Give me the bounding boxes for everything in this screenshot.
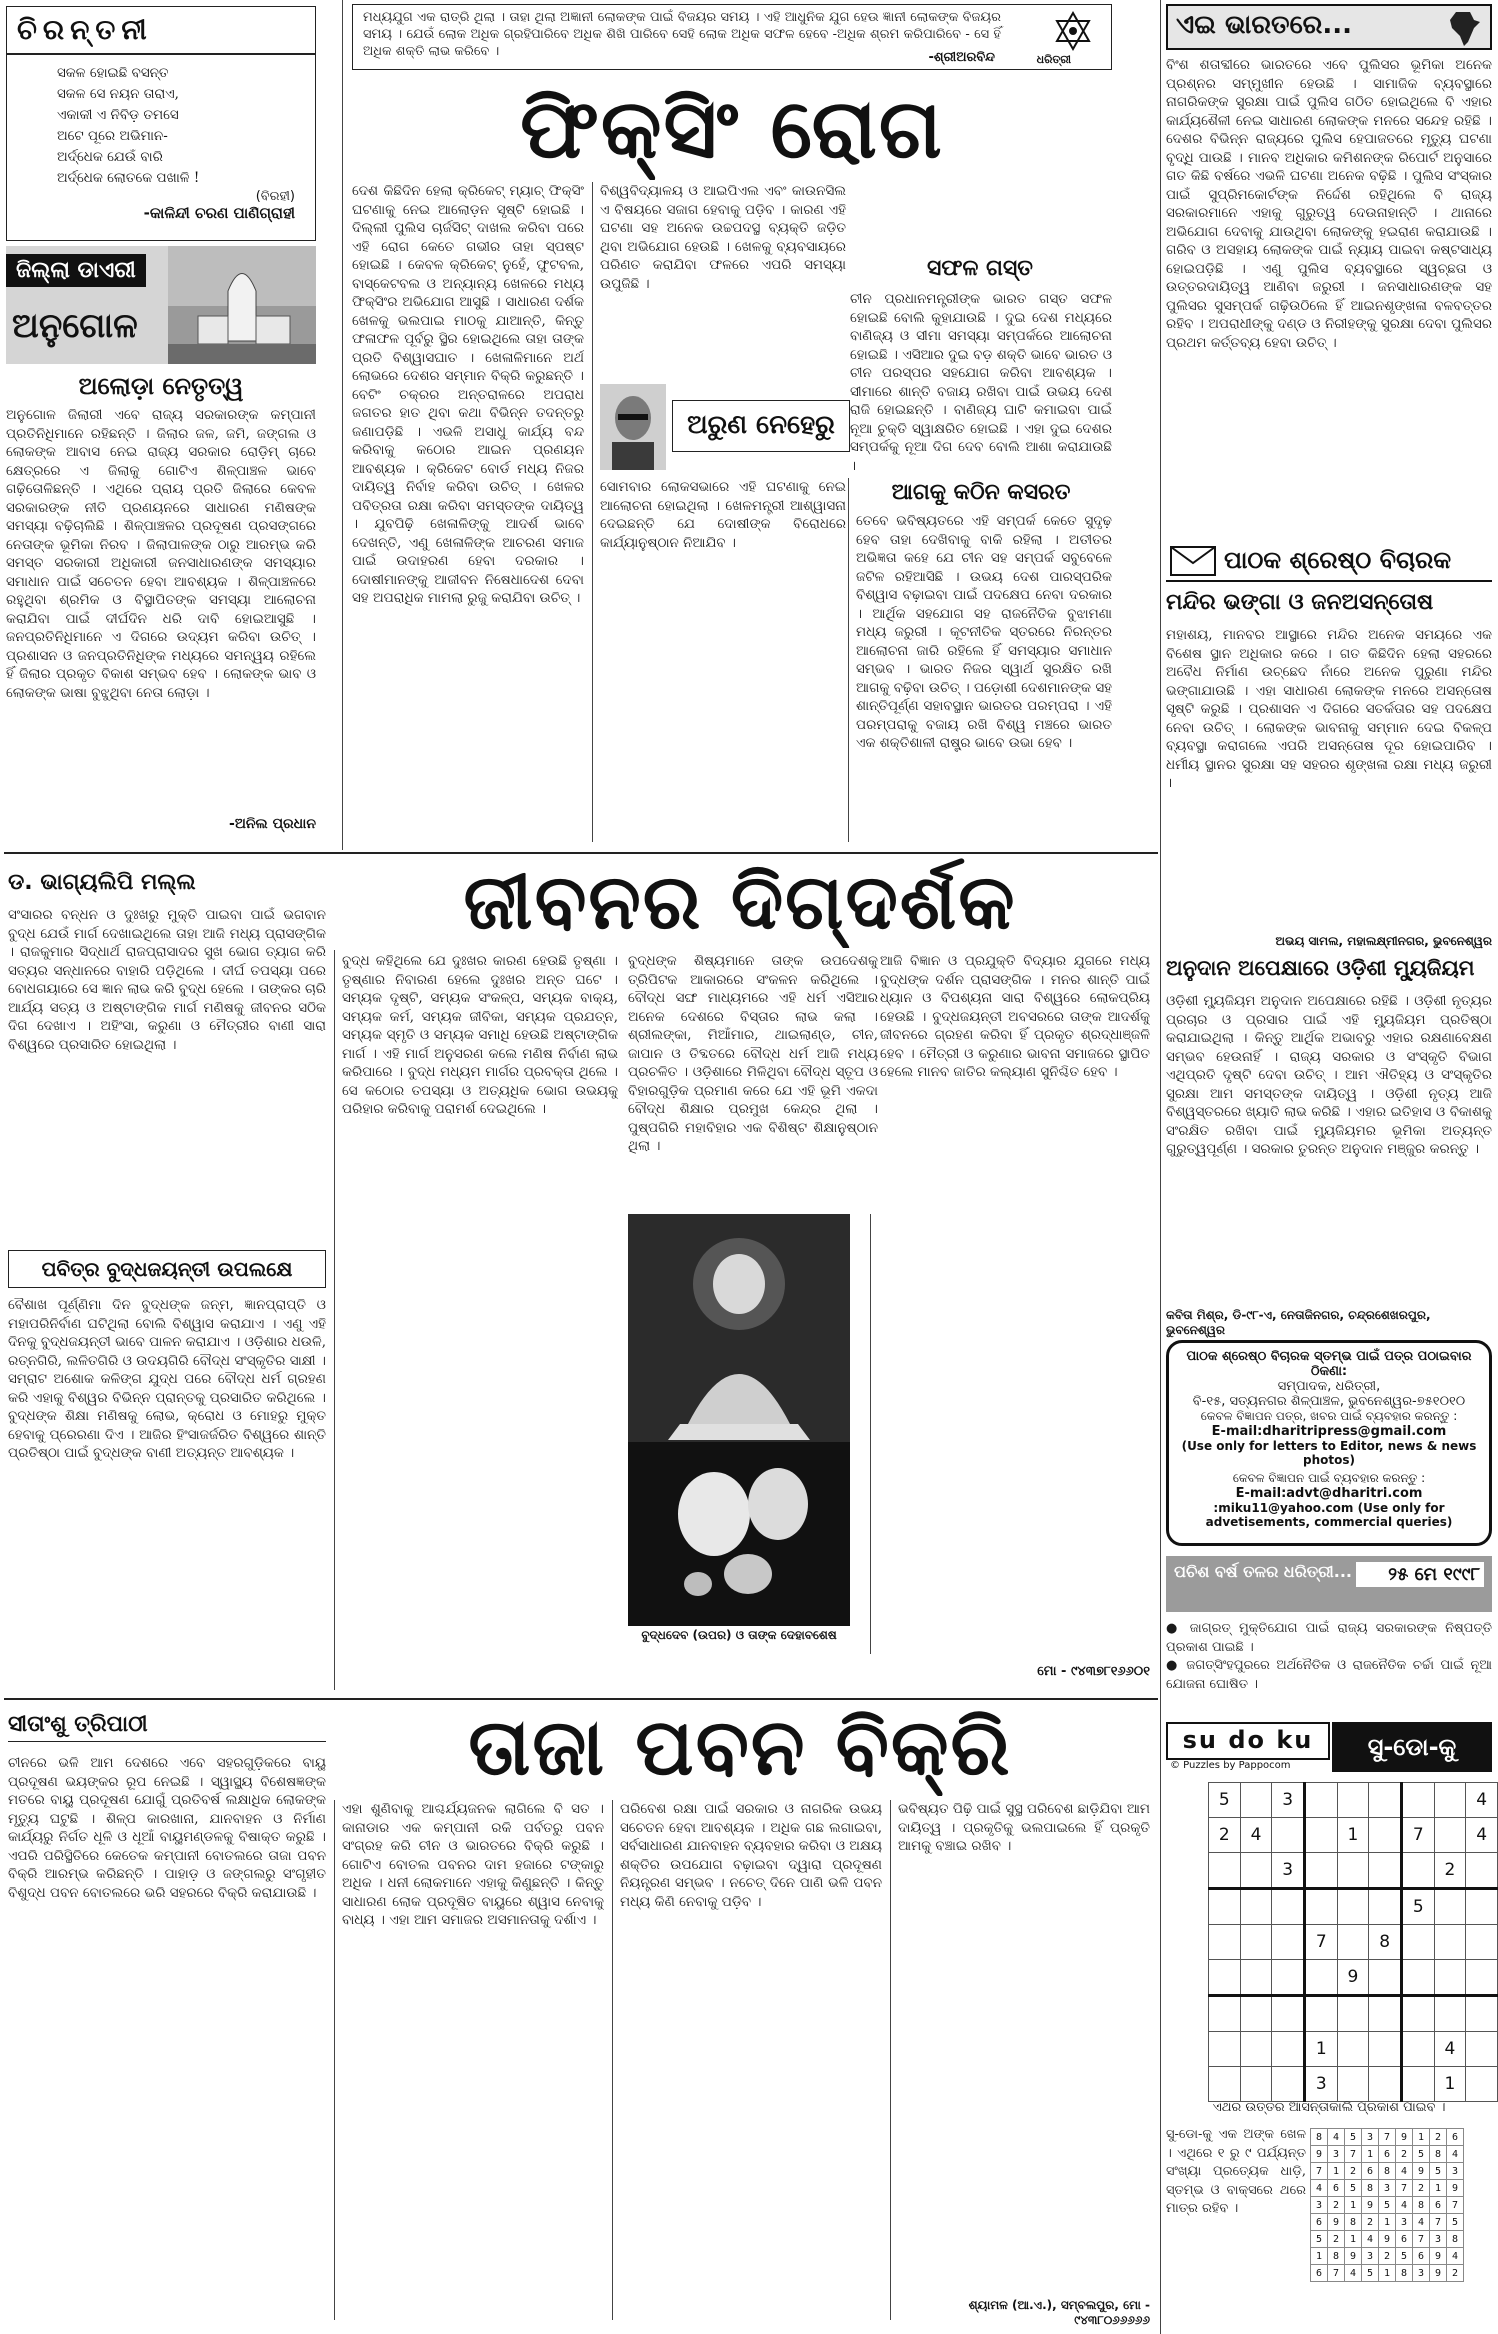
top-quote-box [352, 4, 1112, 70]
solution-cell: 3 [1362, 2129, 1379, 2146]
solution-cell: 7 [1413, 2231, 1430, 2248]
contact-email1[interactable]: E-mail:dharitripress@gmail.com [1211, 1424, 1447, 1439]
ei-bharatare-title: ଏଇ ଭାରତରେ... [1176, 10, 1352, 40]
solution-cell: 1 [1362, 2146, 1379, 2163]
arun-nehru-photo [600, 384, 666, 470]
sudoku-cell[interactable] [1209, 2032, 1241, 2067]
sudoku-cell[interactable]: 3 [1272, 1853, 1305, 1889]
sudoku-cell[interactable] [1209, 1960, 1241, 1996]
solution-cell: 1 [1430, 2180, 1447, 2197]
pachisha-items [1166, 1620, 1492, 1716]
sudoku-cell[interactable] [1240, 1960, 1272, 1996]
sudoku-cell[interactable]: 3 [1304, 2067, 1337, 2102]
sudoku-cell[interactable] [1272, 1996, 1305, 2032]
ei-bharatare-body: ବିଂଶ ଶତାବ୍ଦୀରେ ଭାରତରେ ଏବେ ପୁଲିସର ଭୂମିକା ଅନେକ ପ୍ରଶ୍ନର ସମ୍ମୁଖୀନ ହେଉଛି । ସାମାଜିକ ବ୍ୟବସ୍ଥାରେ ନାଗରିକଙ୍କ ସୁରକ୍ଷା ପାଇଁ ପୁଲିସ ଗଠିତ ହୋଇଥିଲେ ବି ଏହାର କାର୍ଯ୍ୟଶୈଳୀ ନେଇ ସାଧାରଣ ଲୋକଙ୍କ ମନରେ ସନ୍ଦେହ ରହିଛି । ଦେଶର ବିଭିନ୍ନ ରାଜ୍ୟରେ ପୁଲିସ ହେପାଜତରେ ମୃତ୍ୟୁ ଘଟଣା ବୃଦ୍ଧି ପାଉଛି । ମାନବ ଅଧିକାର କମିଶନଙ୍କ ରିପୋର୍ଟ ଅନୁସାରେ ଗତ କିଛି ବର୍ଷରେ ଏଭଳି ଘଟଣା ଅନେକ ବଢ଼ିଛି । ପୁଲିସ ସଂସ୍କାର ପାଇଁ ସୁପ୍ରିମକୋର୍ଟଙ୍କ ନିର୍ଦ୍ଦେଶ ରହିଥିଲେ ବି ରାଜ୍ୟ ସରକାରମାନେ ଏହାକୁ ଗୁରୁତ୍ୱ ଦେଉନାହାନ୍ତି । ଥାନାରେ ଅଭିଯୋଗ ଦେବାକୁ ଯାଉଥିବା ଲୋକଙ୍କୁ ହଇରାଣ କରାଯାଉଛି । ଗରିବ ଓ ଅସହାୟ ଲୋକଙ୍କ ପାଇଁ ନ୍ୟାୟ ପାଇବା କଷ୍ଟସାଧ୍ୟ ହୋଇପଡ଼ିଛି । ଏଣୁ ପୁଲିସ ବ୍ୟବସ୍ଥାରେ ସ୍ୱଚ୍ଛତା ଓ ଉତ୍ତରଦାୟିତ୍ୱ ଆଣିବା ଜରୁରୀ । ଜନସାଧାରଣଙ୍କ ସହ ପୁଲିସର ସୁସମ୍ପର୍କ ଗଢ଼ିଉଠିଲେ ହିଁ ଆଇନଶୃଙ୍ଖଳା ବଳବତ୍ତର ରହିବ । ଅପରାଧୀଙ୍କୁ ଦଣ୍ଡ ଓ ନିରୀହଙ୍କୁ ସୁରକ୍ଷା ଦେବା ପୁଲିସର ପ୍ରଥମ କର୍ତ୍ତବ୍ୟ ହେବା ଉଚିତ୍ । [1166, 57, 1492, 351]
sudoku-cell[interactable] [1369, 1853, 1402, 1889]
pachisha-item1-text: ଜାଗ୍ରତ୍ ମୁକ୍ତିଯୋଗ ପାଇଁ ରାଜ୍ୟ ସରକାରଙ୍କ ନିଷ୍ପତ୍ତି ପ୍ରକାଶ ପାଇଛି । [1166, 1621, 1492, 1655]
solution-cell: 8 [1396, 2265, 1413, 2282]
sudoku-cell[interactable] [1240, 2032, 1272, 2067]
contact-note1: (Use only for letters to Editor, news & news photos) [1181, 1439, 1477, 1467]
sudoku-cell[interactable] [1337, 1889, 1369, 1925]
sudoku-cell[interactable]: 7 [1401, 1818, 1434, 1853]
envelope-icon [1170, 546, 1216, 576]
solution-cell: 4 [1311, 2180, 1328, 2197]
solution-cell: 6 [1328, 2180, 1345, 2197]
solution-cell: 5 [1345, 2129, 1362, 2146]
sudoku-cell[interactable] [1434, 1818, 1466, 1853]
solution-cell: 7 [1447, 2197, 1464, 2214]
solution-cell: 2 [1362, 2214, 1379, 2231]
sudoku-cell[interactable]: 4 [1466, 1783, 1498, 1818]
arun-nehru-byline: ଅରୁଣ ନେହେରୁ [672, 400, 850, 452]
solution-cell: 3 [1447, 2163, 1464, 2180]
sudoku-cell[interactable] [1272, 1818, 1305, 1853]
solution-cell: 8 [1311, 2129, 1328, 2146]
letter2-sign: କବିତା ମିଶ୍ର, ଡି-୯୮-ଏ, ନେତାଜିନଗର, ଚନ୍ଦ୍ରଶେଖରପୁର, ଭୁବନେଶ୍ୱର [1166, 1308, 1431, 1337]
sudoku-cell[interactable] [1466, 1853, 1498, 1889]
sudoku-cell[interactable] [1304, 1818, 1337, 1853]
taja-col1: ଚୀନରେ ଭଳି ଆମ ଦେଶରେ ଏବେ ସହରଗୁଡ଼ିକରେ ବାୟୁ ପ୍ରଦୂଷଣ ଭୟଙ୍କର ରୂପ ନେଇଛି । ସ୍ୱାସ୍ଥ୍ୟ ବିଶେଷଜ୍ଞଙ୍କ ମତରେ ବାୟୁ ପ୍ରଦୂଷଣ ଯୋଗୁଁ ପ୍ରତିବର୍ଷ ଲକ୍ଷାଧିକ ଲୋକଙ୍କ ମୃତ୍ୟୁ ଘଟୁଛି । ଶିଳ୍ପ କାରଖାନା, ଯାନବାହନ ଓ ନିର୍ମାଣ କାର୍ଯ୍ୟରୁ ନିର୍ଗତ ଧୂଳି ଓ ଧୂଆଁ ବାୟୁମଣ୍ଡଳକୁ ବିଷାକ୍ତ କରୁଛି । ଏପରି ପରିସ୍ଥିତିରେ କେତେକ କମ୍ପାନୀ ବୋତଲରେ ତାଜା ପବନ ବିକ୍ରି ଆରମ୍ଭ କରିଛନ୍ତି । ପାହାଡ଼ ଓ ଜଙ୍ଗଲରୁ ସଂଗୃହୀତ ବିଶୁଦ୍ଧ ପବନ ବୋତଲରେ ଭରି ସହରରେ ବିକ୍ରି କରାଯାଉଛି । [8, 1755, 326, 1901]
sudoku-cell[interactable] [1434, 1783, 1466, 1818]
sudoku-cell[interactable] [1466, 1996, 1498, 2032]
solution-cell: 5 [1362, 2265, 1379, 2282]
solution-cell: 1 [1311, 2248, 1328, 2265]
sudoku-cell[interactable] [1401, 1925, 1434, 1960]
sudoku-title: ସୁ-ଡୋ-କୁ [1332, 1722, 1492, 1772]
jibana-col4: ଆଜି ବିଜ୍ଞାନ ଓ ପ୍ରଯୁକ୍ତି ବିଦ୍ୟାର ଯୁଗରେ ମଧ୍ୟ ବୁଦ୍ଧଙ୍କ ଦର୍ଶନ ପ୍ରାସଙ୍ଗିକ । ମନର ଶାନ୍ତି ପାଇଁ ଧ୍ୟାନ ଓ ବିପଶ୍ୟନା ସାରା ବିଶ୍ୱରେ ଲୋକପ୍ରିୟ ହେଉଛି । ବୁଦ୍ଧଜୟନ୍ତୀ ଅବସରରେ ତାଙ୍କ ଆଦର୍ଶକୁ ଜୀବନରେ ଗ୍ରହଣ କରିବା ହିଁ ପ୍ରକୃତ ଶ୍ରଦ୍ଧାଞ୍ଜଳି ହେବ । ମୈତ୍ରୀ ଓ କରୁଣାର ଭାବନା ସମାଜରେ ସ୍ଥାପିତ ହେଲେ ମାନବ ଜାତିର କଲ୍ୟାଣ ସୁନିଶ୍ଚିତ ହେବ । [880, 953, 1150, 1080]
safal-gast-title: ସଫଳ ଗସ୍ତ [927, 256, 1033, 281]
sudoku-cell[interactable] [1240, 1783, 1272, 1818]
solution-cell: 8 [1413, 2197, 1430, 2214]
solution-cell: 3 [1379, 2180, 1396, 2197]
solution-cell: 5 [1430, 2163, 1447, 2180]
solution-cell: 6 [1379, 2146, 1396, 2163]
sudoku-cell[interactable] [1466, 1925, 1498, 1960]
alodha-body: ଅନୁଗୋଳ ଜିଲାରୀ ଏବେ ରାଜ୍ୟ ସରକାରଙ୍କ କମ୍ପାନୀ ପ୍ରତିନିଧିମାନେ ରହିଛନ୍ତି । ଜିଲାର ଜଳ, ଜମି, ଜଙ୍ଗଲ ଓ ଲୋକଙ୍କ ଆବାସ ନେଇ ରାଜ୍ୟ ସରକାର ରୋଡ଼ିମ୍ ଚାରେ କ୍ଷେତ୍ରରେ ଏ ଜିଲାକୁ ଗୋଟିଏ ଶିଳ୍ପାଞ୍ଚଳ ଭାବେ ଗଢ଼ିତୋଳିଛନ୍ତି । ଏଥିରେ ପ୍ରାୟ ପ୍ରତି ଜିଲାରେ କେବଳ ସରକାରଙ୍କ ନୀତି ପ୍ରଣୟନରେ ସାଧାରଣ ମଣିଷଙ୍କ ସମସ୍ୟା ବଢ଼ିଚାଲିଛି । ଶିଳ୍ପାଞ୍ଚଳର ପ୍ରଦୂଷଣ ପ୍ରସଙ୍ଗରେ ନେତାଙ୍କ ଭୂମିକା ନିରବ । ଜିଲାପାଳଙ୍କ ଠାରୁ ଆରମ୍ଭ କରି ସମସ୍ତ ସରକାରୀ ଅଧିକାରୀ ଜନସାଧାରଣଙ୍କ ସମସ୍ୟାର ସମାଧାନ ପାଇଁ ସଚେତନ ହେବା ଆବଶ୍ୟକ । ଶିଳ୍ପାଞ୍ଚଳରେ ରହୁଥିବା ଶ୍ରମିକ ଓ ବିସ୍ଥାପିତଙ୍କ ସମସ୍ୟା ଆଲୋଚନା କରାଯିବା ପାଇଁ ଦୀର୍ଘଦିନ ଧରି ଦାବି ହୋଇଆସୁଛି । ଜନପ୍ରତିନିଧିମାନେ ଏ ଦିଗରେ ଉଦ୍ୟମ କରିବା ଉଚିତ୍ । ପ୍ରଶାସନ ଓ ଜନପ୍ରତିନିଧିଙ୍କ ମଧ୍ୟରେ ସମନ୍ୱୟ ରହିଲେ ହିଁ ଜିଲାର ପ୍ରକୃତ ବିକାଶ ସମ୍ଭବ ହେବ । ଲୋକଙ୍କ ଭାବ ଓ ଲୋକଙ୍କ ଭାଷା ବୁଝୁଥିବା ନେତା ଲୋଡ଼ା । [6, 407, 316, 701]
solution-cell: 6 [1447, 2129, 1464, 2146]
solution-cell: 4 [1396, 2197, 1413, 2214]
solution-cell: 1 [1413, 2129, 1430, 2146]
solution-cell: 3 [1328, 2146, 1345, 2163]
sudoku-cell[interactable] [1240, 1853, 1272, 1889]
jibana-intro: ସଂସାରର ବନ୍ଧନ ଓ ଦୁଃଖରୁ ମୁକ୍ତି ପାଇବା ପାଇଁ ଭଗବାନ ବୁଦ୍ଧ ଯେଉଁ ମାର୍ଗ ଦେଖାଇଥିଲେ ତାହା ଆଜି ମଧ୍ୟ ପ୍ରାସଙ୍ଗିକ । ରାଜକୁମାର ସିଦ୍ଧାର୍ଥ ରାଜପ୍ରାସାଦର ସୁଖ ଭୋଗ ତ୍ୟାଗ କରି ସତ୍ୟର ସନ୍ଧାନରେ ବାହାରି ପଡ଼ିଥିଲେ । ଦୀର୍ଘ ତପସ୍ୟା ପରେ ବୋଧଗୟାରେ ସେ ଜ୍ଞାନ ଲାଭ କରି ବୁଦ୍ଧ ହେଲେ । ତାଙ୍କର ଚାରି ଆର୍ଯ୍ୟ ସତ୍ୟ ଓ ଅଷ୍ଟାଙ୍ଗିକ ମାର୍ଗ ମଣିଷକୁ ଜୀବନର ସଠିକ ଦିଗ ଦେଖାଏ । ଅହିଂସା, କରୁଣା ଓ ମୈତ୍ରୀର ବାଣୀ ସାରା ବିଶ୍ୱରେ ପ୍ରସାରିତ ହୋଇଥିଲା । [8, 907, 326, 1053]
buddha-photo [628, 1214, 850, 1626]
sudoku-cell[interactable] [1209, 1996, 1241, 2032]
jibana-contact: ମୋ - ୯୪୩୭୮୧୬୬୦୧ [1037, 1664, 1150, 1679]
sudoku-cell[interactable] [1434, 1925, 1466, 1960]
taja-col4: ଭବିଷ୍ୟତ ପିଢ଼ି ପାଇଁ ସୁସ୍ଥ ପରିବେଶ ଛାଡ଼ିଯିବା ଆମ ଦାୟିତ୍ୱ । ପ୍ରକୃତିକୁ ଭଲପାଇଲେ ହିଁ ପ୍ରକୃତି ଆମକୁ ବଞ୍ଚାଇ ରଖିବ । [898, 1801, 1150, 1854]
solution-cell: 9 [1311, 2146, 1328, 2163]
sudoku-cell[interactable] [1434, 1960, 1466, 1996]
sudoku-cell[interactable] [1434, 1996, 1466, 2032]
fixing-col3: ସୋମବାର ଲୋକସଭାରେ ଏହି ଘଟଣାକୁ ନେଇ ଆଲୋଚନା ହୋଇଥିଲା । ଖେଳମନ୍ତ୍ରୀ ଆଶ୍ୱାସନା ଦେଇଛନ୍ତି ଯେ ଦୋଷୀଙ୍କ ବିରୋଧରେ କାର୍ଯ୍ୟାନୁଷ୍ଠାନ ନିଆଯିବ । [600, 479, 846, 551]
arun-nehru-card [600, 384, 850, 470]
solution-cell: 2 [1396, 2146, 1413, 2163]
diary-district: ଅନୁଗୋଳ [12, 306, 138, 346]
solution-cell: 6 [1396, 2231, 1413, 2248]
solution-cell: 7 [1311, 2163, 1328, 2180]
solution-cell: 9 [1430, 2265, 1447, 2282]
quote-text: ମଧ୍ୟଯୁଗ ଏକ ରାତ୍ରି ଥିଲା । ତାହା ଥିଲା ଅଜ୍ଞାନୀ ଲୋକଙ୍କ ପାଇଁ ବିଜୟର ସମୟ । ଏହି ଆଧୁନିକ ଯୁଗ ହେଉ ଜ୍ଞାନୀ ଲୋକଙ୍କ ବିଜୟର ସମୟ । ଯେଉଁ ଲୋକ ଅଧିକ ଗ୍ରହିପାରିବେ ଅଧିକ ଶିଖି ପାରିବେ ସେହି ଲୋକ ଅଧିକ ସଫଳ ହେବେ -ଅଧିକ ଶ୍ରମ କରିପାରିବେ - ସେ ହିଁ ଅଧିକ ଶକ୍ତି ଲାଭ କରିବେ । [363, 10, 1001, 59]
solution-cell: 9 [1396, 2129, 1413, 2146]
jibana-col3: ବୁଦ୍ଧଙ୍କ ଶିଷ୍ୟମାନେ ତାଙ୍କ ଉପଦେଶକୁ ତ୍ରିପିଟକ ଆକାରରେ ସଂକଳନ କରିଥିଲେ । ବୌଦ୍ଧ ସଙ୍ଘ ମାଧ୍ୟମରେ ଏହି ଧର୍ମ ଏସିଆର ଅନେକ ଦେଶରେ ବିସ୍ତାର ଲାଭ କଲା । ଶ୍ରୀଲଙ୍କା, ମିଆଁମାର, ଥାଇଲାଣ୍ଡ, ଚୀନ, ଜାପାନ ଓ ତିବ୍ଦତରେ ବୌଦ୍ଧ ଧର୍ମ ଆଜି ମଧ୍ୟ ପ୍ରଚଳିତ । ଓଡ଼ିଶାରେ ମିଳିଥିବା ବୌଦ୍ଧ ସ୍ତୂପ ଓ ବିହାରଗୁଡ଼ିକ ପ୍ରମାଣ କରେ ଯେ ଏହି ଭୂମି ଏକଦା ବୌଦ୍ଧ ଶିକ୍ଷାର ପ୍ରମୁଖ କେନ୍ଦ୍ର ଥିଲା । ପୁଷ୍ପଗିରି ମହାବିହାର ଏକ ବିଶିଷ୍ଟ ଶିକ୍ଷାନୁଷ୍ଠାନ ଥିଲା । [628, 953, 878, 1154]
sudoku-cell[interactable] [1209, 1925, 1241, 1960]
contact-email2[interactable]: E-mail:advt@dharitri.com [1235, 1486, 1423, 1501]
solution-cell: 1 [1328, 2163, 1345, 2180]
sudoku-cell[interactable] [1272, 2067, 1305, 2102]
sudoku-cell[interactable] [1240, 1925, 1272, 1960]
solution-cell: 5 [1413, 2146, 1430, 2163]
jilla-diary-banner [6, 246, 316, 364]
contact-line4: କେବଳ ବିଜ୍ଞାପନ ପାଇଁ ବ୍ୟବହାର କରନ୍ତୁ : [1232, 1471, 1426, 1485]
sudoku-cell[interactable] [1272, 1925, 1305, 1960]
jibana-col1: ବୈଶାଖ ପୂର୍ଣ୍ଣିମା ଦିନ ବୁଦ୍ଧଙ୍କ ଜନ୍ମ, ଜ୍ଞାନପ୍ରାପ୍ତି ଓ ମହାପରିନିର୍ବାଣ ଘଟିଥିଲା ବୋଲି ବିଶ୍ୱାସ କରାଯାଏ । ଏଣୁ ଏହି ଦିନକୁ ବୁଦ୍ଧଜୟନ୍ତୀ ଭାବେ ପାଳନ କରାଯାଏ । ଓଡ଼ିଶାର ଧଉଳି, ରତ୍ନଗିରି, ଲଳିତଗିରି ଓ ଉଦୟଗିରି ବୌଦ୍ଧ ସଂସ୍କୃତିର ସାକ୍ଷୀ । ସମ୍ରାଟ ଅଶୋକ କଳିଙ୍ଗ ଯୁଦ୍ଧ ପରେ ବୌଦ୍ଧ ଧର୍ମ ଗ୍ରହଣ କରି ଏହାକୁ ବିଶ୍ୱର ବିଭିନ୍ନ ପ୍ରାନ୍ତକୁ ପ୍ରସାରିତ କରିଥିଲେ । ବୁଦ୍ଧଙ୍କ ଶିକ୍ଷା ମଣିଷକୁ ଲୋଭ, କ୍ରୋଧ ଓ ମୋହରୁ ମୁକ୍ତ ହେବାକୁ ପ୍ରେରଣା ଦିଏ । ଆଜିର ହିଂସାଜର୍ଜରିତ ବିଶ୍ୱରେ ଶାନ୍ତି ପ୍ରତିଷ୍ଠା ପାଇଁ ବୁଦ୍ଧଙ୍କ ବାଣୀ ଅତ୍ୟନ୍ତ ଆବଶ୍ୟକ । [8, 1297, 326, 1461]
solution-cell: 2 [1430, 2129, 1447, 2146]
solution-cell: 5 [1379, 2197, 1396, 2214]
chirantani-source: (ବିରହୀ) [255, 189, 295, 204]
sudoku-cell[interactable] [1272, 2032, 1305, 2067]
sudoku-cell[interactable]: 5 [1401, 1889, 1434, 1925]
sudoku-cell[interactable]: 9 [1337, 1960, 1369, 1996]
sudoku-cell[interactable] [1369, 2032, 1402, 2067]
solution-cell: 9 [1447, 2180, 1464, 2197]
contact-heading: ପାଠକ ଶ୍ରେଷ୍ଠ ବିଚାରକ ସ୍ତମ୍ଭ ପାଇଁ ପତ୍ର ପଠାଇବାର ଠିକଣା: [1186, 1349, 1472, 1379]
taja-headline: ତାଜା ପବନ ବିକ୍ରି [468, 1703, 1012, 1793]
solution-cell: 8 [1362, 2180, 1379, 2197]
sudoku-cell[interactable] [1337, 1996, 1369, 2032]
sudoku-cell[interactable] [1240, 1996, 1272, 2032]
solution-cell: 1 [1345, 2231, 1362, 2248]
sudoku-credit: © Puzzles by Pappocom [1170, 1760, 1291, 1771]
solution-cell: 9 [1362, 2197, 1379, 2214]
solution-cell: 2 [1379, 2248, 1396, 2265]
alodha-byline: -ଅନିଲ ପ୍ରଧାନ [229, 816, 316, 832]
pathak-banner [1166, 540, 1492, 582]
solution-cell: 4 [1447, 2146, 1464, 2163]
sudoku-cell[interactable] [1466, 2032, 1498, 2067]
solution-cell: 9 [1379, 2231, 1396, 2248]
alodha-title: ଅଲୋଡ଼ା ନେତୃତ୍ୱ [78, 372, 244, 400]
sudoku-answer-note: ଏଥର ଉତ୍ତର ଆସନ୍ତାକାଲି ପ୍ରକାଶ ପାଇବ । [1212, 2100, 1446, 2115]
solution-cell: 3 [1413, 2265, 1430, 2282]
sudoku-cell[interactable] [1209, 2067, 1241, 2102]
sudoku-cell[interactable] [1369, 1889, 1402, 1925]
fixing-headline: ଫିକ୍ସିଂ ରୋଗ [520, 82, 944, 177]
chirantani-title: ଚିରନ୍ତନୀ [7, 7, 315, 55]
letter2-title: ଅନୁଦାନ ଅପେକ୍ଷାରେ ଓଡ଼ିଶୀ ମ୍ୟୁଜିୟମ [1166, 956, 1475, 980]
sudoku-cell[interactable] [1272, 1960, 1305, 1996]
jibana-author: ଡ. ଭାଗ୍ୟଲିପି ମଲ୍ଲ [8, 870, 196, 895]
solution-cell: 7 [1345, 2146, 1362, 2163]
agami-body: ତେବେ ଭବିଷ୍ୟତରେ ଏହି ସମ୍ପର୍କ କେତେ ସୁଦୃଢ଼ ହେବ ତାହା ଦେଖିବାକୁ ବାକି ରହିଲା । ଅତୀତର ଅଭିଜ୍ଞତା କହେ ଯେ ଚୀନ ସହ ସମ୍ପର୍କ ସବୁବେଳେ ଜଟିଳ ରହିଆସିଛି । ଉଭୟ ଦେଶ ପାରସ୍ପରିକ ବିଶ୍ୱାସ ବଢ଼ାଇବା ପାଇଁ ପଦକ୍ଷେପ ନେବା ଦରକାର । ଆର୍ଥିକ ସହଯୋଗ ସହ ରାଜନୈତିକ ବୁଝାମଣା ମଧ୍ୟ ଜରୁରୀ । କୂଟନୀତିକ ସ୍ତରରେ ନିରନ୍ତର ଆଲୋଚନା ଜାରି ରହିଲେ ହିଁ ସମସ୍ୟାର ସମାଧାନ ସମ୍ଭବ । ଭାରତ ନିଜର ସ୍ୱାର୍ଥ ସୁରକ୍ଷିତ ରଖି ଆଗକୁ ବଢ଼ିବା ଉଚିତ୍ । ପଡ଼ୋଶୀ ଦେଶମାନଙ୍କ ସହ ଶାନ୍ତିପୂର୍ଣ୍ଣ ସହାବସ୍ଥାନ ଭାରତର ପରମ୍ପରା । ଏହି ପରମ୍ପରାକୁ ବଜାୟ ରଖି ବିଶ୍ୱ ମଞ୍ଚରେ ଭାରତ ଏକ ଶକ୍ତିଶାଳୀ ରାଷ୍ଟ୍ର ଭାବେ ଉଭା ହେବ । [856, 513, 1112, 751]
sudoku-cell[interactable] [1369, 2067, 1402, 2102]
solution-cell: 7 [1379, 2129, 1396, 2146]
contact-line2: ବି-୧୫, ସତ୍ୟନଗର ଶିଳ୍ପାଞ୍ଚଳ, ଭୁବନେଶ୍ୱର-୭୫୧୦୧୦ [1192, 1394, 1466, 1409]
solution-cell: 5 [1345, 2180, 1362, 2197]
sudoku-solution-grid [1310, 2128, 1464, 2282]
solution-cell: 4 [1362, 2231, 1379, 2248]
sudoku-cell[interactable] [1209, 1853, 1241, 1889]
sudoku-cell[interactable] [1337, 1853, 1369, 1889]
solution-cell: 5 [1311, 2231, 1328, 2248]
solution-cell: 1 [1345, 2197, 1362, 2214]
contact-line3: କେବଳ ବିଜ୍ଞାପନ ପତ୍ର, ଖବର ପାଇଁ ବ୍ୟବହାର କରନ୍ତୁ : [1200, 1409, 1458, 1423]
jibana-subheading: ପବିତ୍ର ବୁଦ୍ଧଜୟନ୍ତୀ ଉପଲକ୍ଷେ [8, 1250, 326, 1288]
solution-cell: 8 [1447, 2231, 1464, 2248]
contact-line1: ସମ୍ପାଦକ, ଧରିତ୍ରୀ, [1277, 1379, 1381, 1394]
solution-cell: 9 [1345, 2248, 1362, 2265]
sudoku-grid[interactable] [1208, 1782, 1498, 2102]
sudoku-cell[interactable]: 2 [1434, 1853, 1466, 1889]
solution-cell: 8 [1345, 2214, 1362, 2231]
solution-cell: 7 [1396, 2180, 1413, 2197]
solution-cell: 2 [1345, 2163, 1362, 2180]
chirantani-poem: ସକଳ ହୋଇଛି ବସନ୍ତ ସକଳ ସେ ନୟନ ତାରାଏ, ଏକାକୀ ଏ ନିବିଡ଼ ତମସେ ଅଟେ ପୂରେ ଅଭିମାନ- ଅର୍ଦ୍ଧେକ ଯେଉଁ ବାରି ଅର୍ଦ୍ଧେକ ଲୋତକେ ପଖାଳି ! [57, 65, 200, 186]
taja-author: ସୀତାଂଶୁ ତ୍ରିପାଠୀ [8, 1712, 326, 1742]
sudoku-cell[interactable] [1272, 1889, 1305, 1925]
sudoku-cell[interactable] [1466, 1889, 1498, 1925]
solution-cell: 3 [1430, 2231, 1447, 2248]
letter1-sign: ଅଭୟ ସାମଲ, ମହାଲକ୍ଷ୍ମୀନଗର, ଭୁବନେଶ୍ୱର [1275, 934, 1492, 948]
jibana-headline: ଜୀବନର ଦିଗ୍‌ଦର୍ଶକ [463, 857, 1017, 946]
sudoku-cell[interactable]: 8 [1369, 1925, 1402, 1960]
sudoku-cell[interactable] [1434, 1889, 1466, 1925]
sudoku-cell[interactable] [1337, 1783, 1369, 1818]
solution-cell: 6 [1430, 2197, 1447, 2214]
dharitri-logo-text: ଧରିତ୍ରୀ [1036, 53, 1071, 66]
pachisha-item2-text: ଜଗତ୍‌ସିଂହପୁରରେ ଅର୍ଥନୈତିକ ଓ ରାଜନୈତିକ ଚର୍ଚ୍ଚା ପାଇଁ ନୂଆ ଯୋଜନା ଘୋଷିତ । [1166, 1658, 1492, 1692]
contact-box [1166, 1340, 1492, 1546]
solution-cell: 8 [1430, 2146, 1447, 2163]
india-map-icon [1444, 8, 1484, 48]
taja-contact: ଶ୍ୟାମଳ (ଆ.ଏ.), ସମ୍ବଲପୁର, ମୋ - ୯୪୩୮୦୬୬୬୬୬ [968, 2298, 1150, 2327]
sudoku-header [1166, 1722, 1492, 1776]
pachisha-item2: ● ଜଗତ୍‌ସିଂହପୁରରେ ଅର୍ଥନୈତିକ ଓ ରାଜନୈତିକ ଚର୍ଚ୍ଚା ପାଇଁ ନୂଆ ଯୋଜନା ଘୋଷିତ । [1166, 1658, 1492, 1692]
solution-cell: 1 [1379, 2265, 1396, 2282]
solution-cell: 6 [1311, 2214, 1328, 2231]
solution-cell: 4 [1328, 2129, 1345, 2146]
sudoku-cell[interactable] [1401, 1783, 1434, 1818]
sudoku-cell[interactable]: 1 [1304, 2032, 1337, 2067]
sudoku-cell[interactable]: 5 [1209, 1783, 1241, 1818]
solution-cell: 4 [1447, 2248, 1464, 2265]
solution-cell: 9 [1430, 2248, 1447, 2265]
sudoku-cell[interactable] [1304, 1783, 1337, 1818]
sudoku-cell[interactable] [1466, 1960, 1498, 1996]
sudoku-cell[interactable] [1401, 1960, 1434, 1996]
sudoku-cell[interactable] [1401, 1996, 1434, 2032]
sudoku-cell[interactable]: 7 [1304, 1925, 1337, 1960]
sudoku-cell[interactable] [1304, 1853, 1337, 1889]
solution-cell: 3 [1311, 2197, 1328, 2214]
solution-cell: 2 [1447, 2265, 1464, 2282]
chirantani-poet: -କାଳିନ୍ଦୀ ଚରଣ ପାଣିଗ୍ରାହୀ [143, 204, 295, 222]
solution-cell: 8 [1328, 2248, 1345, 2265]
letter1-body: ମହାଶୟ, ମାନବର ଆସ୍ଥାରେ ମନ୍ଦିର ଅନେକ ସମୟରେ ଏକ ବିଶେଷ ସ୍ଥାନ ଅଧିକାର କରେ । ଗତ କିଛିଦିନ ହେଲା ସହରରେ ଅବୈଧ ନିର୍ମାଣ ଉଚ୍ଛେଦ ନାଁରେ ଅନେକ ପୁରୁଣା ମନ୍ଦିର ଭଙ୍ଗାଯାଉଛି । ଏହା ସାଧାରଣ ଲୋକଙ୍କ ମନରେ ଅସନ୍ତୋଷ ସୃଷ୍ଟି କରୁଛି । ପ୍ରଶାସନ ଏ ଦିଗରେ ସତର୍କତାର ସହ ପଦକ୍ଷେପ ନେବା ଉଚିତ୍ । ଲୋକଙ୍କ ଭାବନାକୁ ସମ୍ମାନ ଦେଇ ବିକଳ୍ପ ବ୍ୟବସ୍ଥା କରାଗଲେ ଏପରି ଅସନ୍ତୋଷ ଦୂର ହୋଇପାରିବ । ଧର୍ମୀୟ ସ୍ଥାନର ସୁରକ୍ଷା ସହ ସହରର ଶୃଙ୍ଖଳା ରକ୍ଷା ମଧ୍ୟ ଜରୁରୀ । [1166, 627, 1492, 791]
quote-author: -ଶ୍ରୀଅରବିନ୍ଦ [928, 50, 995, 65]
temple-photo [168, 246, 316, 364]
pachisha-date: ୨୫ ମେ ୧୯୯୮ [1356, 1562, 1484, 1587]
sudoku-cell[interactable] [1337, 1925, 1369, 1960]
sudoku-cell[interactable] [1209, 1889, 1241, 1925]
sudoku-cell[interactable] [1369, 1783, 1402, 1818]
jibana-col2: ବୁଦ୍ଧ କହିଥିଲେ ଯେ ଦୁଃଖର କାରଣ ହେଉଛି ତୃଷ୍ଣା । ତୃଷ୍ଣାର ନିବାରଣ ହେଲେ ଦୁଃଖର ଅନ୍ତ ଘଟେ । ସମ୍ୟକ ଦୃଷ୍ଟି, ସମ୍ୟକ ସଂକଳ୍ପ, ସମ୍ୟକ ବାକ୍ୟ, ସମ୍ୟକ କର୍ମ, ସମ୍ୟକ ଜୀବିକା, ସମ୍ୟକ ପ୍ରଯତ୍ନ, ସମ୍ୟକ ସ୍ମୃତି ଓ ସମ୍ୟକ ସମାଧି ହେଉଛି ଅଷ୍ଟାଙ୍ଗିକ ମାର୍ଗ । ଏହି ମାର୍ଗ ଅନୁସରଣ କଲେ ମଣିଷ ନିର୍ବାଣ ଲାଭ କରିପାରେ । ବୁଦ୍ଧ ମଧ୍ୟମ ମାର୍ଗର ପ୍ରବକ୍ତା ଥିଲେ । ସେ କଠୋର ତପସ୍ୟା ଓ ଅତ୍ୟଧିକ ଭୋଗ ଉଭୟକୁ ପରିହାର କରିବାକୁ ପରାମର୍ଶ ଦେଇଥିଲେ । [342, 953, 618, 1117]
pachisha-banner [1166, 1556, 1492, 1612]
solution-cell: 2 [1328, 2231, 1345, 2248]
sudoku-cell[interactable] [1369, 1960, 1402, 1996]
sudoku-cell[interactable] [1369, 1818, 1402, 1853]
sudoku-cell[interactable]: 1 [1434, 2067, 1466, 2102]
sudoku-cell[interactable] [1337, 2067, 1369, 2102]
sudoku-cell[interactable] [1401, 1853, 1434, 1889]
agami-title: ଆଗକୁ କଠିନ କସରତ [891, 480, 1071, 505]
sudoku-cell[interactable]: 4 [1240, 1818, 1272, 1853]
solution-cell: 7 [1430, 2214, 1447, 2231]
pachisha-item1: ● ଜାଗ୍ରତ୍ ମୁକ୍ତିଯୋଗ ପାଇଁ ରାଜ୍ୟ ସରକାରଙ୍କ ନିଷ୍ପତ୍ତି ପ୍ରକାଶ ପାଇଛି । [1166, 1621, 1492, 1655]
fixing-col2: ବିଶ୍ୱବିଦ୍ୟାଳୟ ଓ ଆଇପିଏଲ ଏବଂ କାଉନସିଲ ଏ ବିଷୟରେ ସଜାଗ ହେବାକୁ ପଡ଼ିବ । କାରଣ ଏହି ଘଟଣା ସହ ଅନେକ ଉଚ୍ଚପଦସ୍ଥ ବ୍ୟକ୍ତି ଜଡ଼ିତ ଥିବା ଅଭିଯୋଗ ହେଉଛି । ଖେଳକୁ ବ୍ୟବସାୟରେ ପରିଣତ କରାଯିବା ଫଳରେ ଏପରି ସମସ୍ୟା ଉପୁଜିଛି । [600, 183, 846, 292]
safal-gast-body: ଚୀନ ପ୍ରଧାନମନ୍ତ୍ରୀଙ୍କ ଭାରତ ଗସ୍ତ ସଫଳ ହୋଇଛି ବୋଲି କୁହାଯାଉଛି । ଦୁଇ ଦେଶ ମଧ୍ୟରେ ବାଣିଜ୍ୟ ଓ ସୀମା ସମସ୍ୟା ସମ୍ପର୍କରେ ଆଲୋଚନା ହୋଇଛି । ଏସିଆର ଦୁଇ ବଡ଼ ଶକ୍ତି ଭାବେ ଭାରତ ଓ ଚୀନ ପରସ୍ପର ସହଯୋଗ କରିବା ଆବଶ୍ୟକ । ସୀମାରେ ଶାନ୍ତି ବଜାୟ ରଖିବା ପାଇଁ ଉଭୟ ଦେଶ ରାଜି ହୋଇଛନ୍ତି । ବାଣିଜ୍ୟ ଘାଟି କମାଇବା ପାଇଁ ନୂଆ ଚୁକ୍ତି ସ୍ୱାକ୍ଷରିତ ହୋଇଛି । ଏହା ଦୁଇ ଦେଶର ସମ୍ପର୍କକୁ ନୂଆ ଦିଗ ଦେବ ବୋଲି ଆଶା କରାଯାଉଛି । [850, 291, 1112, 474]
sudoku-cell[interactable] [1304, 1889, 1337, 1925]
sudoku-cell[interactable] [1337, 2032, 1369, 2067]
ei-bharatare-banner [1166, 4, 1492, 50]
solution-cell: 8 [1379, 2163, 1396, 2180]
sudoku-cell[interactable]: 3 [1272, 1783, 1305, 1818]
solution-cell: 3 [1396, 2214, 1413, 2231]
solution-cell: 4 [1345, 2265, 1362, 2282]
letter2-body: ଓଡ଼ିଶୀ ମ୍ୟୁଜିୟମ ଅନୁଦାନ ଅପେକ୍ଷାରେ ରହିଛି । ଓଡ଼ିଶୀ ନୃତ୍ୟର ପ୍ରଚାର ଓ ପ୍ରସାର ପାଇଁ ଏହି ମ୍ୟୁଜିୟମ ପ୍ରତିଷ୍ଠା କରାଯାଇଥିଲା । କିନ୍ତୁ ଆର୍ଥିକ ଅଭାବରୁ ଏହାର ରକ୍ଷଣାବେକ୍ଷଣ ସମ୍ଭବ ହେଉନାହିଁ । ରାଜ୍ୟ ସରକାର ଓ ସଂସ୍କୃତି ବିଭାଗ ଏଥିପ୍ରତି ଦୃଷ୍ଟି ଦେବା ଉଚିତ୍ । ଆମ ଐତିହ୍ୟ ଓ ସଂସ୍କୃତିର ସୁରକ୍ଷା ଆମ ସମସ୍ତଙ୍କ ଦାୟିତ୍ୱ । ଓଡ଼ିଶୀ ନୃତ୍ୟ ଆଜି ବିଶ୍ୱସ୍ତରରେ ଖ୍ୟାତି ଲାଭ କରିଛି । ଏହାର ଇତିହାସ ଓ ବିକାଶକୁ ସଂରକ୍ଷିତ ରଖିବା ପାଇଁ ମ୍ୟୁଜିୟମର ଭୂମିକା ଅତ୍ୟନ୍ତ ଗୁରୁତ୍ୱପୂର୍ଣ୍ଣ । ସରକାର ତୁରନ୍ତ ଅନୁଦାନ ମଞ୍ଜୁର କରନ୍ତୁ । [1166, 993, 1492, 1157]
solution-cell: 4 [1413, 2214, 1430, 2231]
solution-cell: 2 [1413, 2180, 1430, 2197]
sudoku-cell[interactable] [1304, 1996, 1337, 2032]
solution-cell: 9 [1328, 2214, 1345, 2231]
solution-cell: 6 [1362, 2163, 1379, 2180]
sudoku-cell[interactable]: 2 [1209, 1818, 1241, 1853]
sudoku-cell[interactable]: 1 [1337, 1818, 1369, 1853]
chirantani-box [6, 6, 316, 241]
solution-cell: 6 [1311, 2265, 1328, 2282]
buddha-caption: ବୁଦ୍ଧଦେବ (ଉପର) ଓ ତାଙ୍କ ଦେହାବଶେଷ [641, 1628, 837, 1642]
solution-cell: 6 [1413, 2248, 1430, 2265]
diary-label: ଜିଲ୍ଲା ଡାଏରୀ [6, 254, 146, 287]
sudoku-cell[interactable] [1369, 1996, 1402, 2032]
solution-cell: 9 [1413, 2163, 1430, 2180]
solution-cell: 7 [1328, 2265, 1345, 2282]
alodha-article [6, 372, 316, 850]
taja-col3: ପରିବେଶ ରକ୍ଷା ପାଇଁ ସରକାର ଓ ନାଗରିକ ଉଭୟ ସଚେତନ ହେବା ଆବଶ୍ୟକ । ଅଧିକ ଗଛ ଲଗାଇବା, ସର୍ବସାଧାରଣ ଯାନବାହନ ବ୍ୟବହାର କରିବା ଓ ଅକ୍ଷୟ ଶକ୍ତିର ଉପଯୋଗ ବଢ଼ାଇବା ଦ୍ୱାରା ପ୍ରଦୂଷଣ ନିୟନ୍ତ୍ରଣ ସମ୍ଭବ । ନଚେତ୍ ଦିନେ ପାଣି ଭଳି ପବନ ମଧ୍ୟ କିଣି ନେବାକୁ ପଡ଼ିବ । [620, 1801, 882, 1910]
sudoku-cell[interactable] [1240, 2067, 1272, 2102]
pathak-title: ପାଠକ ଶ୍ରେଷ୍ଠ ବିଚାରକ [1224, 546, 1452, 574]
sudoku-cell[interactable]: 4 [1466, 1818, 1498, 1853]
sudoku-rules: ସୁ-ଡୋ-କୁ ଏକ ଅଙ୍କ ଖେଳ । ଏଥିରେ ୧ ରୁ ୯ ପର୍ଯ୍ୟନ୍ତ ସଂଖ୍ୟା ପ୍ରତ୍ୟେକ ଧାଡ଼ି, ସ୍ତମ୍ଭ ଓ ବାକ୍ସରେ ଥରେ ମାତ୍ର ରହିବ । [1166, 2127, 1306, 2216]
solution-cell: 1 [1379, 2214, 1396, 2231]
pachisha-label: ପଚିଶ ବର୍ଷ ତଳର ଧରିତ୍ରୀ... [1174, 1562, 1352, 1581]
sudoku-cell[interactable] [1304, 1960, 1337, 1996]
taja-col2: ଏହା ଶୁଣିବାକୁ ଆଶ୍ଚର୍ଯ୍ୟଜନକ ଲାଗିଲେ ବି ସତ । କାନାଡାର ଏକ କମ୍ପାନୀ ରକି ପର୍ବତରୁ ପବନ ସଂଗ୍ରହ କରି ଚୀନ ଓ ଭାରତରେ ବିକ୍ରି କରୁଛି । ଗୋଟିଏ ବୋତଲ ପବନର ଦାମ ହଜାରେ ଟଙ୍କାରୁ ଅଧିକ । ଧନୀ ଲୋକମାନେ ଏହାକୁ କିଣୁଛନ୍ତି । କିନ୍ତୁ ସାଧାରଣ ଲୋକ ପ୍ରଦୂଷିତ ବାୟୁରେ ଶ୍ୱାସ ନେବାକୁ ବାଧ୍ୟ । ଏହା ଆମ ସମାଜର ଅସମାନତାକୁ ଦର୍ଶାଏ । [342, 1801, 604, 1928]
sudoku-cell[interactable] [1240, 1889, 1272, 1925]
sudoku-logo: su do ku [1166, 1722, 1330, 1760]
letter1-title: ମନ୍ଦିର ଭଙ୍ଗା ଓ ଜନଅସନ୍ତୋଷ [1166, 590, 1434, 615]
solution-cell: 5 [1447, 2214, 1464, 2231]
fixing-col1: ଦେଶ କିଛିଦିନ ହେଲା କ୍ରିକେଟ୍ ମ୍ୟାଚ୍ ଫିକ୍ସିଂ ଘଟଣାକୁ ନେଇ ଆଲୋଡ଼ନ ସୃଷ୍ଟି ହୋଇଛି । ଦିଲ୍ଲୀ ପୁଲିସ ଚାର୍ଜସିଟ୍ ଦାଖଲ କରିବା ପରେ ଏହି ରୋଗ କେତେ ଗଭୀର ତାହା ସ୍ପଷ୍ଟ ହୋଇଛି । କେବଳ କ୍ରିକେଟ୍ ନୁହେଁ, ଫୁଟବଲ, ବାସ୍କେଟବଲ ଓ ଅନ୍ୟାନ୍ୟ ଖେଳରେ ମଧ୍ୟ ଫିକ୍ସିଂର ଅଭିଯୋଗ ଆସୁଛି । ସାଧାରଣ ଦର୍ଶକ ଖେଳକୁ ଭଲପାଇ ମାଠକୁ ଯାଆନ୍ତି, କିନ୍ତୁ ଫଳାଫଳ ପୂର୍ବରୁ ସ୍ଥିର ହୋଇଥିଲେ ତାହା ତାଙ୍କ ପ୍ରତି ବିଶ୍ୱାସଘାତ । ଖେଳାଳିମାନେ ଅର୍ଥ ଲୋଭରେ ଦେଶର ସମ୍ମାନ ବିକ୍ରି କରୁଛନ୍ତି । ବେଟିଂ ଚକ୍ରର ଅନ୍ତରାଳରେ ଅପରାଧ ଜଗତର ହାତ ଥିବା କଥା ବିଭିନ୍ନ ତଦନ୍ତରୁ ଜଣାପଡ଼ିଛି । ଏଭଳି ଅସାଧୁ କାର୍ଯ୍ୟ ବନ୍ଦ କରିବାକୁ କଠୋର ଆଇନ ପ୍ରଣୟନ ଆବଶ୍ୟକ । କ୍ରିକେଟ ବୋର୍ଡ ମଧ୍ୟ ନିଜର ଦାୟିତ୍ୱ ନିର୍ବାହ କରିବା ଉଚିତ୍ । ଖେଳର ପବିତ୍ରତା ରକ୍ଷା କରିବା ସମସ୍ତଙ୍କ ଦାୟିତ୍ୱ । ଯୁବପିଢ଼ି ଖେଳାଳିଙ୍କୁ ଆଦର୍ଶ ଭାବେ ଦେଖନ୍ତି, ଏଣୁ ଖେଳାଳିଙ୍କ ଆଚରଣ ସମାଜ ପାଇଁ ଉଦାହରଣ ହେବା ଦରକାର । ଦୋଷୀମାନଙ୍କୁ ଆଜୀବନ ନିଷେଧାଦେଶ ଦେବା ସହ ଅପରାଧିକ ମାମଲା ରୁଜୁ କରାଯିବା ଉଚିତ୍ । [352, 183, 584, 606]
sudoku-cell[interactable] [1466, 2067, 1498, 2102]
sudoku-cell[interactable]: 4 [1434, 2032, 1466, 2067]
solution-cell: 2 [1328, 2197, 1345, 2214]
solution-cell: 3 [1362, 2248, 1379, 2265]
sudoku-cell[interactable] [1401, 2067, 1434, 2102]
solution-cell: 5 [1396, 2248, 1413, 2265]
solution-cell: 4 [1396, 2163, 1413, 2180]
contact-email3[interactable]: :miku11@yahoo.com (Use only for advetisements, commercial queries) [1205, 1501, 1453, 1529]
sudoku-cell[interactable] [1401, 2032, 1434, 2067]
